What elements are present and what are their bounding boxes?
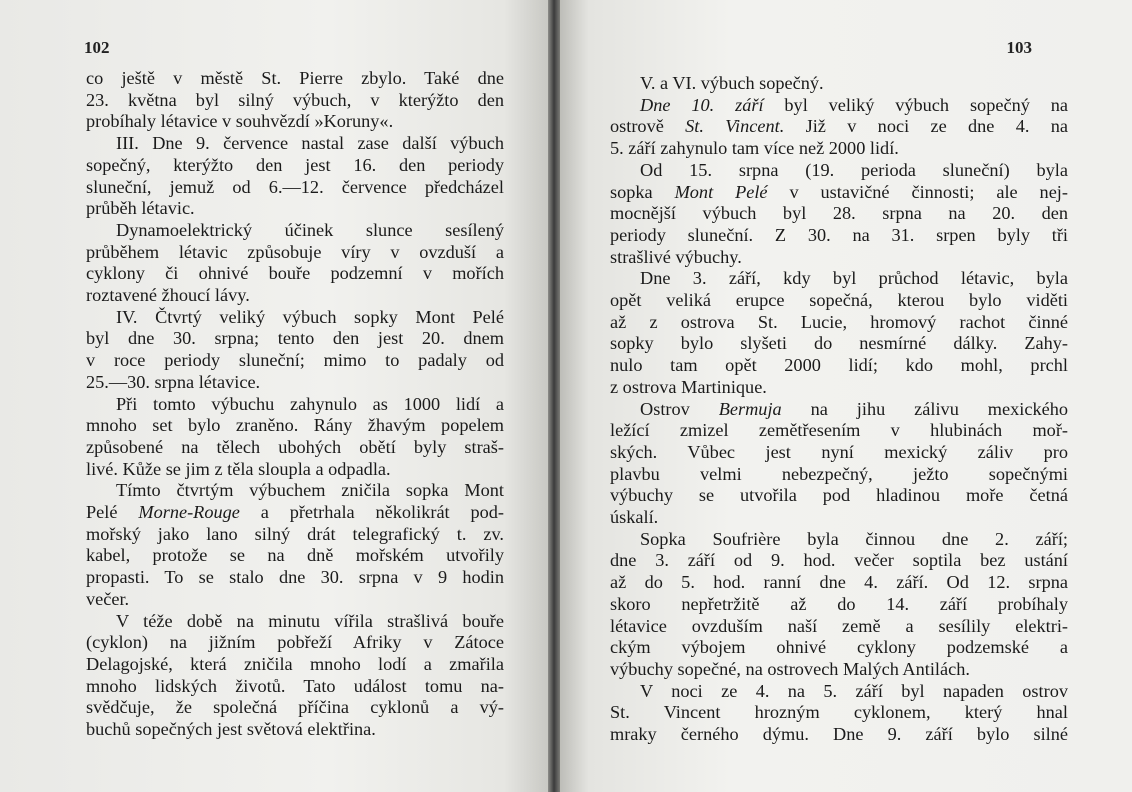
text-line: cyklony či ohnivé bouře podzemní v mořích: [86, 263, 504, 284]
italic-text: Dne 10. září: [640, 94, 764, 115]
page-text: [86, 68, 504, 741]
text-line: periody sluneční. Z 30. na 31. srpen byly tři: [610, 224, 1068, 245]
text-line: Dne 3. září, kdy byl průchod létavic, byla: [640, 268, 1068, 289]
right-page: [560, 0, 1132, 792]
text-line: večer.: [86, 588, 130, 609]
text-line: sopečný, kterýžto den jest 16. den periody: [86, 154, 504, 175]
text-line: mnoho lidských životů. Tato událost tomu na-: [86, 675, 504, 696]
text-line: výbuchy sopečné, na ostrovech Malých Antilách.: [610, 658, 970, 679]
text-line: svědčuje, že společná příčina cyklonů a vý-: [86, 697, 504, 718]
text-line: 5. září zahynulo tam více než 2000 lidí.: [610, 138, 899, 159]
text-line: 23. května byl silný výbuch, v kterýžto den: [86, 89, 504, 110]
text-line: mnoho set bylo zraněno. Rány žhavým popelem: [86, 415, 504, 436]
text-line: roztavené žhoucí lávy.: [86, 285, 250, 306]
text-line: propasti. To se stalo dne 30. srpna v 9 hodin: [86, 567, 504, 588]
text-line: Pelé Morne-Rouge a přetrhala několikrát pod-: [86, 502, 505, 523]
text-line: Dynamoelektrický účinek slunce sesílený: [116, 219, 504, 240]
italic-text: Morne-Rouge: [138, 502, 240, 523]
text-line: III. Dne 9. července nastal zase další výbuch: [116, 133, 504, 154]
text-line: mořský jako lano silný drát telegrafický t. zv.: [86, 523, 504, 544]
text-line: Ostrov Bermuja na jihu zálivu mexického: [640, 398, 1068, 419]
text-line: úskalí.: [610, 507, 659, 528]
text-line: byl dne 30. srpna; tento den jest 20. dnem: [86, 328, 504, 349]
text-line: Sopka Soufrière byla činnou dne 2. září;: [640, 528, 1068, 549]
text-line: létavice ovzduším naší země a sesílily elektri-: [610, 615, 1068, 636]
text-line: St. Vincent hrozným cyklonem, který hnal: [610, 702, 1068, 723]
text-line: probíhaly létavice v souhvězdí »Koruny«.: [86, 111, 394, 132]
text-line: Od 15. srpna (19. perioda sluneční) byla: [640, 159, 1068, 180]
italic-text: St. Vincent.: [685, 116, 785, 137]
text-line: strašlivé výbuchy.: [610, 246, 742, 267]
page-number: 102: [84, 38, 110, 57]
text-line: sopka Mont Pelé v ustavičné činnosti; ale nej-: [610, 181, 1068, 202]
text-line: IV. Čtvrtý veliký výbuch sopky Mont Pelé: [116, 306, 504, 327]
text-line: mraky černého dýmu. Dne 9. září bylo silné: [610, 724, 1068, 745]
book-gutter: [548, 0, 560, 792]
text-line: sopky bylo slyšeti do nesmírné dálky. Zahy-: [610, 333, 1068, 354]
text-line: v roce periody sluneční; mimo to padaly od: [86, 350, 504, 371]
italic-text: Mont Pelé: [674, 181, 768, 202]
text-line: V téže době na minutu vířila strašlivá bouře: [116, 610, 504, 631]
text-line: ských. Vůbec jest nyní mexický záliv pro: [610, 441, 1068, 462]
text-line: způsobené na tělech ubohých obětí byly straš-: [86, 436, 504, 457]
text-line: ležící zmizel zemětřesením v hlubinách moř-: [610, 420, 1068, 441]
text-line: ostrově St. Vincent. Již v noci ze dne 4. na: [610, 116, 1068, 137]
text-line: ckým výbojem ohnivé cyklony podzemské a: [610, 637, 1068, 658]
text-line: co ještě v městě St. Pierre zbylo. Také dne: [86, 68, 504, 88]
text-line: Delagojské, která zničila mnoho lodí a zmařila: [86, 653, 504, 674]
text-line: až z ostrova St. Lucie, hromový rachot činné: [610, 311, 1068, 332]
italic-text: Bermuja: [718, 398, 782, 419]
text-line: sluneční, jemuž od 6.—12. července předcházel: [86, 176, 504, 197]
text-line: kabel, protože se na dně mořském utvořily: [86, 545, 504, 566]
text-line: dne 3. září od 9. hod. večer soptila bez ustání: [610, 550, 1068, 571]
text-line: 25.—30. srpna létavice.: [86, 371, 261, 392]
text-line: livé. Kůže se jim z těla sloupla a odpadla.: [86, 458, 391, 479]
left-page: [0, 0, 548, 792]
text-line: výbuchy se utvořila pod hladinou moře četná: [610, 485, 1068, 506]
text-line: z ostrova Martinique.: [610, 376, 767, 397]
text-line: Při tomto výbuchu zahynulo as 1000 lidí a: [116, 393, 504, 414]
text-line: skoro nepřetržitě až do 14. září probíhaly: [610, 593, 1068, 614]
text-line: V noci ze 4. na 5. září byl napaden ostrov: [640, 680, 1068, 701]
text-line: nulo tam opět 2000 lidí; kdo mohl, prchl: [610, 355, 1068, 376]
page-text: [610, 73, 1068, 746]
text-line: (cyklon) na jižním pobřeží Afriky v Zátoce: [86, 632, 504, 653]
text-line: průběhem létavic způsobuje víry v ovzduší a: [86, 241, 504, 262]
text-line: Dne 10. září byl veliký výbuch sopečný na: [640, 94, 1068, 115]
text-line: buchů sopečných jest světová elektřina.: [86, 719, 376, 740]
text-line: Tímto čtvrtým výbuchem zničila sopka Mont: [116, 480, 504, 501]
page-number: 103: [1006, 38, 1032, 57]
text-line: až do 5. hod. ranní dne 4. září. Od 12. srpna: [610, 572, 1068, 593]
text-line: opět veliká erupce sopečná, kterou bylo viděti: [610, 290, 1068, 311]
text-line: plavbu velmi nebezpečný, ježto sopečnými: [610, 463, 1068, 484]
text-line: průběh létavic.: [86, 198, 195, 219]
text-line: V. a VI. výbuch sopečný.: [640, 73, 824, 93]
text-line: mocnější výbuch byl 28. srpna na 20. den: [610, 203, 1068, 224]
